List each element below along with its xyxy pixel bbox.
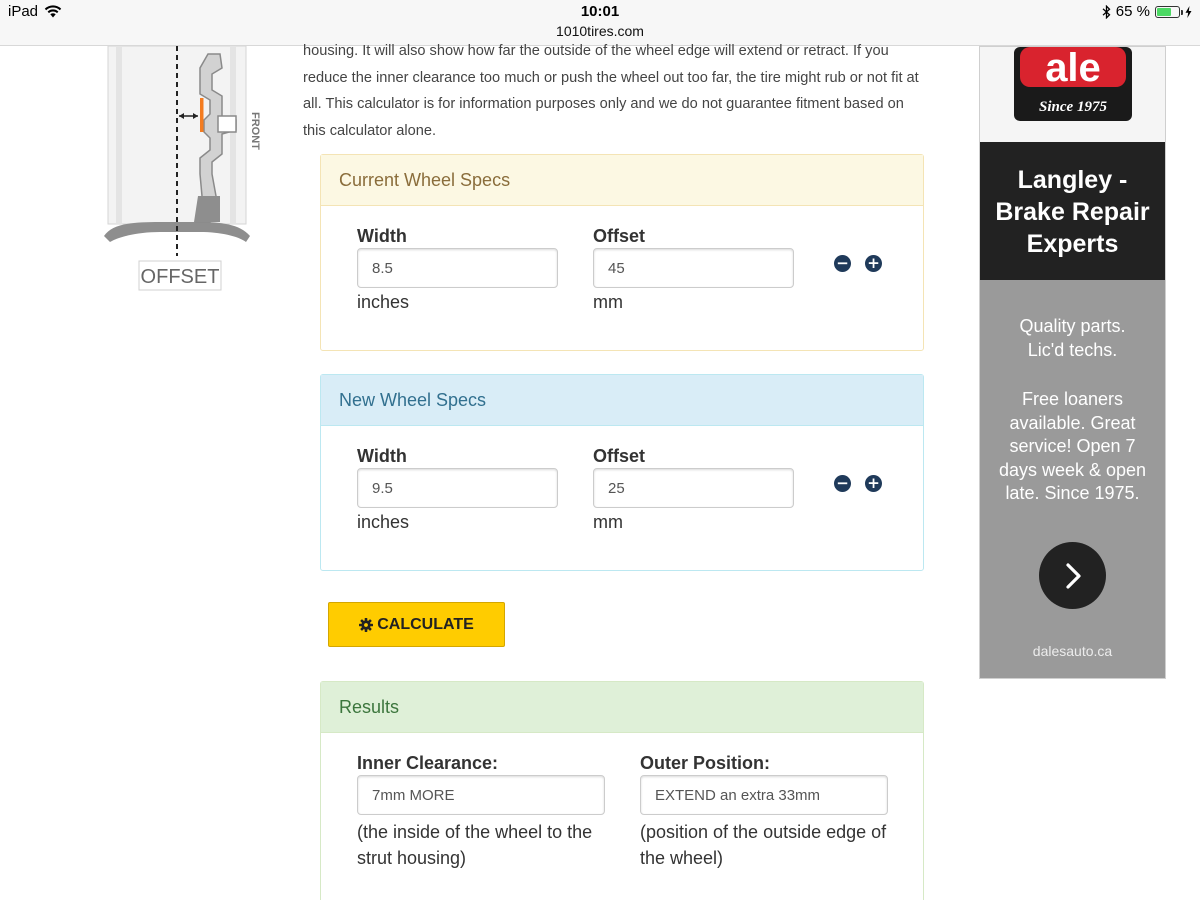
outer-position-label: Outer Position: bbox=[640, 753, 770, 773]
current-wheel-specs-panel bbox=[320, 154, 924, 351]
battery-percent: 65 % bbox=[1115, 3, 1150, 20]
calculate-label: CALCULATE bbox=[377, 615, 474, 633]
new-width-unit: inches bbox=[357, 512, 410, 532]
new-offset-field bbox=[593, 446, 794, 533]
minus-circle-icon[interactable]: − bbox=[834, 475, 851, 492]
front-label: FRONT bbox=[249, 112, 261, 150]
current-specs-title: Current Wheel Specs bbox=[321, 155, 923, 206]
results-title: Results bbox=[321, 682, 923, 733]
current-offset-input[interactable] bbox=[593, 248, 794, 288]
battery-icon bbox=[1155, 6, 1180, 18]
results-panel bbox=[320, 681, 924, 900]
inner-clearance-output bbox=[357, 775, 605, 815]
current-width-label: Width bbox=[357, 226, 407, 246]
new-offset-input[interactable] bbox=[593, 468, 794, 508]
new-offset-unit: mm bbox=[593, 512, 623, 532]
dales-logo bbox=[980, 47, 1165, 142]
wheel-offset-diagram bbox=[100, 46, 280, 296]
current-specs-adjust bbox=[834, 255, 882, 272]
ad-body-line-2: Free loaners available. Great service! Open 7 days week & open late. Since 1975. bbox=[998, 389, 1147, 503]
ad-headline: Langley - Brake Repair Experts bbox=[980, 142, 1165, 280]
status-right bbox=[1102, 3, 1192, 20]
new-width-label: Width bbox=[357, 446, 407, 466]
chevron-right-icon bbox=[1061, 561, 1085, 591]
new-specs-adjust bbox=[834, 475, 882, 492]
ad-body-line-1: Quality parts. Lic'd techs. bbox=[1019, 316, 1126, 360]
current-offset-unit: mm bbox=[593, 292, 623, 312]
current-width-unit: inches bbox=[357, 292, 410, 312]
offset-label: OFFSET bbox=[140, 266, 220, 288]
ad-domain[interactable]: dalesauto.ca bbox=[1032, 643, 1113, 659]
ad-arrow-button[interactable] bbox=[1039, 542, 1106, 609]
new-width-input[interactable] bbox=[357, 468, 558, 508]
wheel-cross-section-illustration bbox=[100, 46, 280, 296]
outer-position-output bbox=[640, 775, 888, 815]
current-width-field bbox=[357, 226, 558, 313]
current-offset-label: Offset bbox=[593, 226, 646, 246]
new-offset-label: Offset bbox=[593, 446, 646, 466]
plus-circle-icon[interactable]: + bbox=[865, 255, 882, 272]
current-offset-field bbox=[593, 226, 794, 313]
ad-logo-tagline: Since 1975 bbox=[1039, 99, 1107, 115]
inner-clearance-label: Inner Clearance: bbox=[357, 753, 499, 773]
current-width-input[interactable] bbox=[357, 248, 558, 288]
new-wheel-specs-panel bbox=[320, 374, 924, 571]
ad-body bbox=[980, 315, 1165, 506]
outer-position-field bbox=[640, 753, 900, 871]
minus-circle-icon[interactable]: − bbox=[834, 255, 851, 272]
outer-position-note: (position of the outside edge of the wheel) bbox=[640, 822, 887, 868]
calculator-description: housing. It will also show how far the outside of the wheel edge will extend or retract. If you reduce the inner clearance too much or push the wheel out too far, the tire might rub or not fit at all. This calculator is for information purposes only and we do not guarantee fitment based on this calculator alone. bbox=[303, 43, 919, 139]
advertisement[interactable] bbox=[979, 46, 1166, 679]
new-width-field bbox=[357, 446, 558, 533]
gear-icon bbox=[359, 618, 373, 632]
charging-bolt-icon bbox=[1185, 6, 1192, 18]
device-name: iPad bbox=[8, 3, 39, 20]
inner-clearance-field bbox=[357, 753, 617, 871]
ad-logo-area bbox=[980, 47, 1165, 142]
new-specs-title: New Wheel Specs bbox=[321, 375, 923, 426]
inner-clearance-note: (the inside of the wheel to the strut housing) bbox=[357, 822, 593, 868]
plus-circle-icon[interactable]: + bbox=[865, 475, 882, 492]
calculate-button[interactable] bbox=[328, 602, 505, 647]
address-url[interactable]: 1010tires.com bbox=[556, 23, 644, 39]
bluetooth-icon bbox=[1102, 5, 1111, 19]
ad-logo-text: ale bbox=[1045, 47, 1101, 90]
battery-fill bbox=[1157, 8, 1171, 16]
clock: 10:01 bbox=[580, 3, 620, 20]
